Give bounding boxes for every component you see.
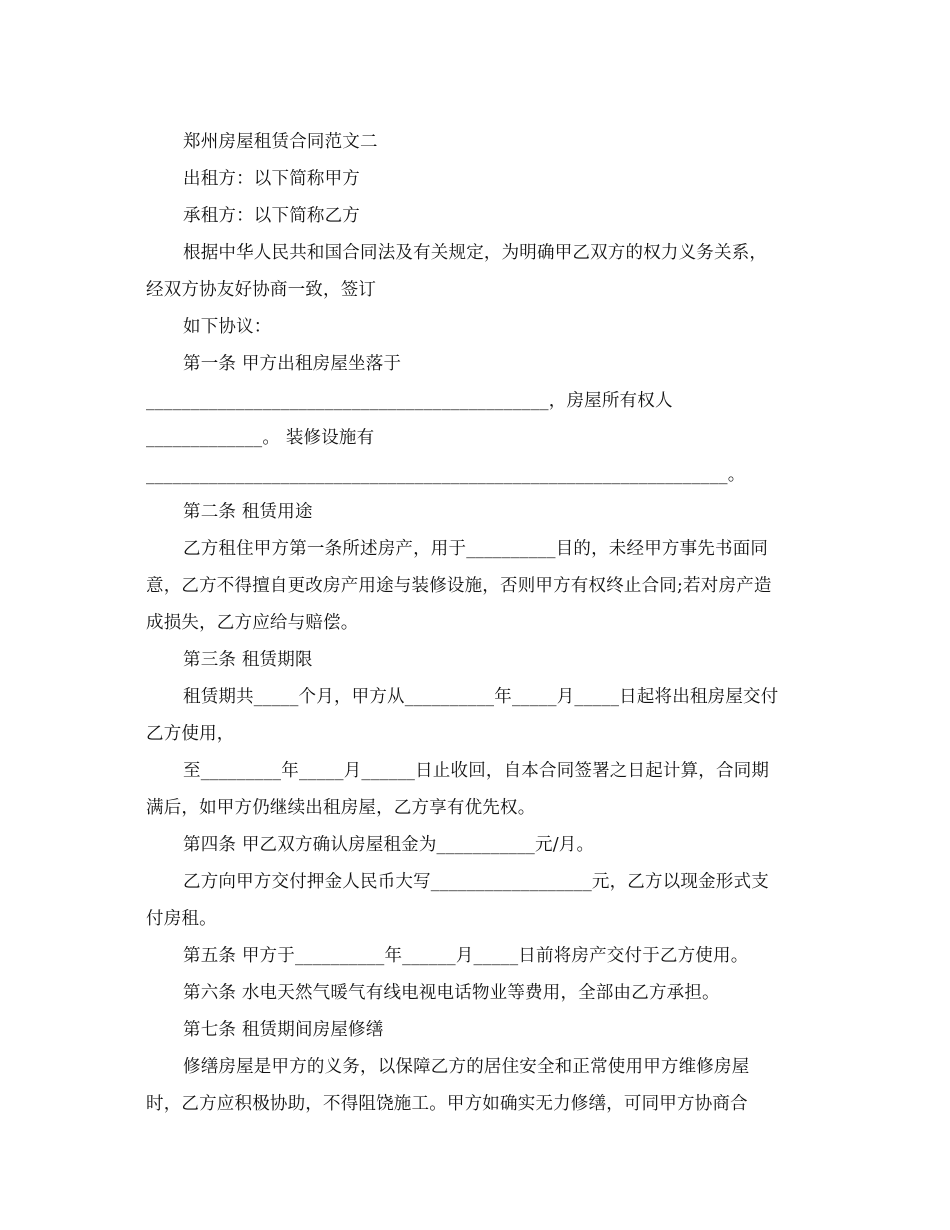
preamble-line-1: 根据中华人民共和国合同法及有关规定，为明确甲乙双方的权力义务关系， (183, 243, 768, 263)
article-3-line-2: 乙方使用， (146, 724, 235, 744)
article-7-heading: 第七条 租赁期间房屋修缮 (183, 1020, 384, 1040)
article-4-heading: 第四条 甲乙双方确认房屋租金为___________元/月。 (183, 835, 595, 855)
agreement-line: 如下协议： (183, 317, 272, 337)
document-title: 郑州房屋租赁合同范文二 (183, 132, 378, 152)
article-5-line: 第五条 甲方于__________年______月_____日前将房产交付于乙方使用。 (183, 946, 749, 966)
article-7-line-2: 时，乙方应积极协助，不得阻饶施工。甲方如确实无力修缮，可同甲方协商合 (146, 1094, 748, 1114)
article-1-line-3: _____________。 装修设施有 (146, 428, 375, 448)
article-2-heading: 第二条 租赁用途 (183, 502, 313, 522)
article-3-line-1: 租赁期共_____个月，甲方从__________年_____月_____日起将出租房屋交付 (183, 687, 779, 707)
article-7-line-1: 修缮房屋是甲方的义务，以保障乙方的居住安全和正常使用甲方维修房屋 (183, 1057, 750, 1077)
article-1-line-4: _________________________________________________________________。 (146, 465, 746, 485)
article-2-line-1: 乙方租住甲方第一条所述房产，用于__________目的，未经甲方事先书面同 (183, 539, 769, 559)
preamble-line-2: 经双方协友好协商一致，签订 (146, 280, 377, 300)
article-1-heading: 第一条 甲方出租房屋坐落于 (183, 354, 402, 374)
article-1-line-2: _____________________________________________，房屋所有权人 (146, 391, 673, 411)
article-6-line: 第六条 水电天然气暖气有线电视电话物业等费用，全部由乙方承担。 (183, 983, 720, 1003)
article-2-line-3: 成损失，乙方应给与赔偿。 (146, 613, 359, 633)
article-3-line-4: 满后，如甲方仍继续出租房屋，乙方享有优先权。 (146, 798, 536, 818)
article-2-line-2: 意，乙方不得擅自更改房产用途与装修设施，否则甲方有权终止合同;若对房产造 (146, 576, 772, 596)
article-4-line-2: 乙方向甲方交付押金人民币大写__________________元，乙方以现金形式支 (183, 872, 769, 892)
article-3-heading: 第三条 租赁期限 (183, 650, 313, 670)
article-3-line-3: 至_________年_____月______日止收回，自本合同签署之日起计算，合同期 (183, 761, 770, 781)
lessor-line: 出租方：以下简称甲方 (183, 169, 360, 189)
lessee-line: 承租方：以下简称乙方 (183, 206, 360, 226)
article-4-line-3: 付房租。 (146, 909, 217, 929)
